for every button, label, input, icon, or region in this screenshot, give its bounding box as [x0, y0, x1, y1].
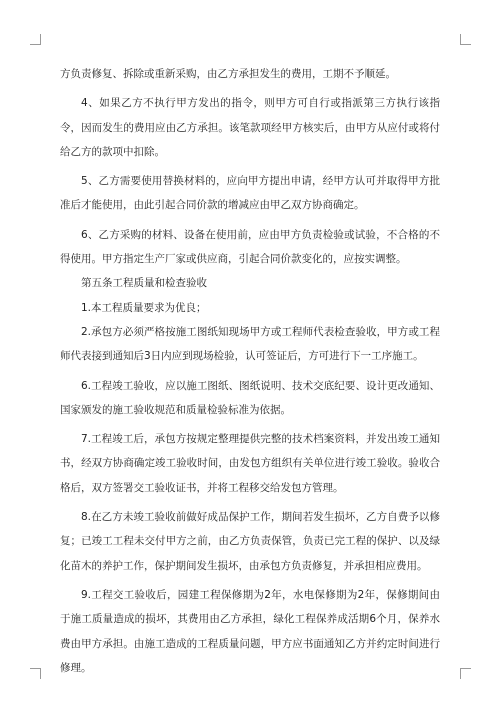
- paragraph-clause-6: 6.工程竣工验收，应以施工图纸、图纸说明、技术交底纪要、设计更改通知、国家颁发的施工验收规范和质量检验标准为依据。: [60, 379, 440, 416]
- paragraph-clause-2: 2.承包方必须严格按施工图纸知现场甲方或工程师代表检查验收，甲方或工程师代表接到通知后3日内应到现场检验，认可签证后，方可进行下一工序施工。: [60, 325, 440, 363]
- paragraph-continuation: 方负责修复、拆除或重新采购，由乙方承担发生的费用，工期不予顺延。: [60, 68, 396, 80]
- crop-mark-top-left: [30, 34, 41, 45]
- paragraph-clause-8: 8.在乙方未竣工验收前做好成品保护工作，期间若发生损坏，乙方自费予以修复；已竣工工程未交付甲方之前，由乙方负责保管，负责已完工程的保护、以及绿化苗木的养护工作，保护期间发生损坏，由承包方负责修复，并承担相应费用。: [60, 511, 440, 572]
- paragraph-clause-9: 9.工程交工验收后，园建工程保修期为2年，水电保修期为2年，保修期间由于施工质量造成的损坏，其费用由乙方承担，绿化工程保养成活期6个月，保养水费由甲方承担。由施工造成的工程质量问题，甲方应书面通知乙方并约定时间进行修理。: [60, 588, 440, 674]
- paragraph-item-4: 4、如果乙方不执行甲方发出的指令，则甲方可自行或指派第三方执行该指令，因而发生的费用应由乙方承担。该笔款项经甲方核实后，由甲方从应付或将付给乙方的款项中扣除。: [60, 97, 440, 158]
- paragraph-item-5: 5、乙方需要使用替换材料的，应向甲方提出申请，经甲方认可并取得甲方批准后才能使用，由此引起合同价款的增减应由甲乙双方协商确定。: [60, 175, 440, 212]
- crop-mark-bottom-left: [30, 668, 41, 679]
- paragraph-item-6: 6、乙方采购的材料、设备在使用前，应由甲方负责检验或试验，不合格的不得使用。甲方指定生产厂家或供应商，引起合同价款变化的，应按实调整。: [60, 228, 440, 266]
- section-heading: 第五条工程质量和检查验收: [81, 277, 207, 290]
- paragraph-clause-1: 1.本工程质量要求为优良；: [81, 301, 207, 314]
- crop-mark-top-right: [460, 34, 471, 45]
- crop-mark-bottom-right: [460, 668, 471, 679]
- document-body: [60, 62, 440, 680]
- paragraph-clause-7: 7.工程竣工后，承包方按规定整理提供完整的技术档案资料，并发出竣工通知书，经双方协商确定竣工验收时间，由发包方组织有关单位进行竣工验收。验收合格后，双方签署交工验收证书，并将工程移交给发包方管理。: [60, 433, 440, 494]
